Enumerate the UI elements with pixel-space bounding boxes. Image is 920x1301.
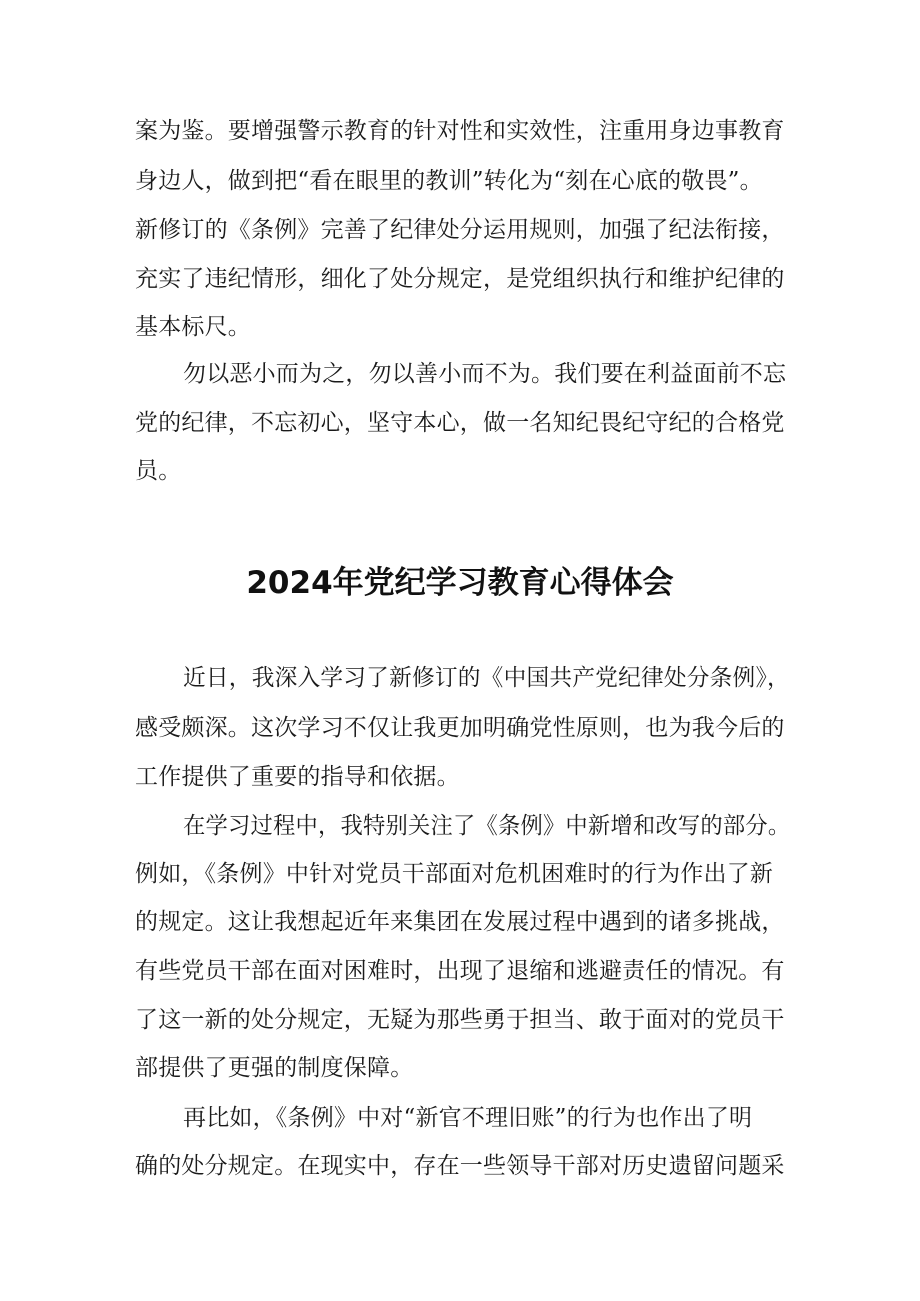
paragraph-line: 勿以恶小而为之，勿以善小而不为。我们要在利益面前不忘 [183, 361, 787, 387]
paragraph-line: 例如，《条例》中针对党员干部面对危机困难时的行为作出了新 [135, 861, 774, 887]
paragraph-line: 党的纪律，不忘初心，坚守本心，做一名知纪畏纪守纪的合格党 [135, 410, 785, 436]
paragraph-line: 新修订的《条例》完善了纪律处分运用规则，加强了纪法衔接， [135, 217, 785, 243]
paragraph-line: 身边人，做到把“看在眼里的教训”转化为“刻在心底的敬畏”。 [135, 168, 763, 194]
paragraph-line: 近日，我深入学习了新修订的《中国共产党纪律处分条例》， [183, 665, 790, 691]
paragraph-line: 确的处分规定。在现实中，存在一些领导干部对历史遗留问题采 [135, 1153, 785, 1179]
paragraph-line: 充实了违纪情形，细化了处分规定，是党组织执行和维护纪律的 [135, 266, 785, 292]
article-title: 2024年党纪学习教育心得体会 [246, 565, 674, 601]
paragraph-line: 员。 [135, 458, 182, 484]
paragraph-line: 工作提供了重要的指导和依据。 [135, 764, 460, 790]
paragraph-line: 部提供了更强的制度保障。 [135, 1055, 414, 1081]
paragraph-line: 了这一新的处分规定，无疑为那些勇于担当、敢于面对的党员干 [135, 1007, 785, 1033]
paragraph-line: 的规定。这让我想起近年来集团在发展过程中遇到的诸多挑战， [135, 909, 785, 935]
paragraph-line: 有些党员干部在面对困难时，出现了退缩和逃避责任的情况。有 [135, 958, 785, 984]
paragraph-line: 再比如，《条例》中对“新官不理旧账”的行为也作出了明 [183, 1105, 753, 1131]
paragraph-line: 感受颇深。这次学习不仅让我更加明确党性原则，也为我今后的 [135, 715, 785, 741]
paragraph-line: 基本标尺。 [135, 314, 251, 340]
paragraph-line: 在学习过程中，我特别关注了《条例》中新增和改写的部分。 [183, 813, 791, 839]
paragraph-line: 案为鉴。要增强警示教育的针对性和实效性，注重用身边事教育 [135, 118, 785, 144]
